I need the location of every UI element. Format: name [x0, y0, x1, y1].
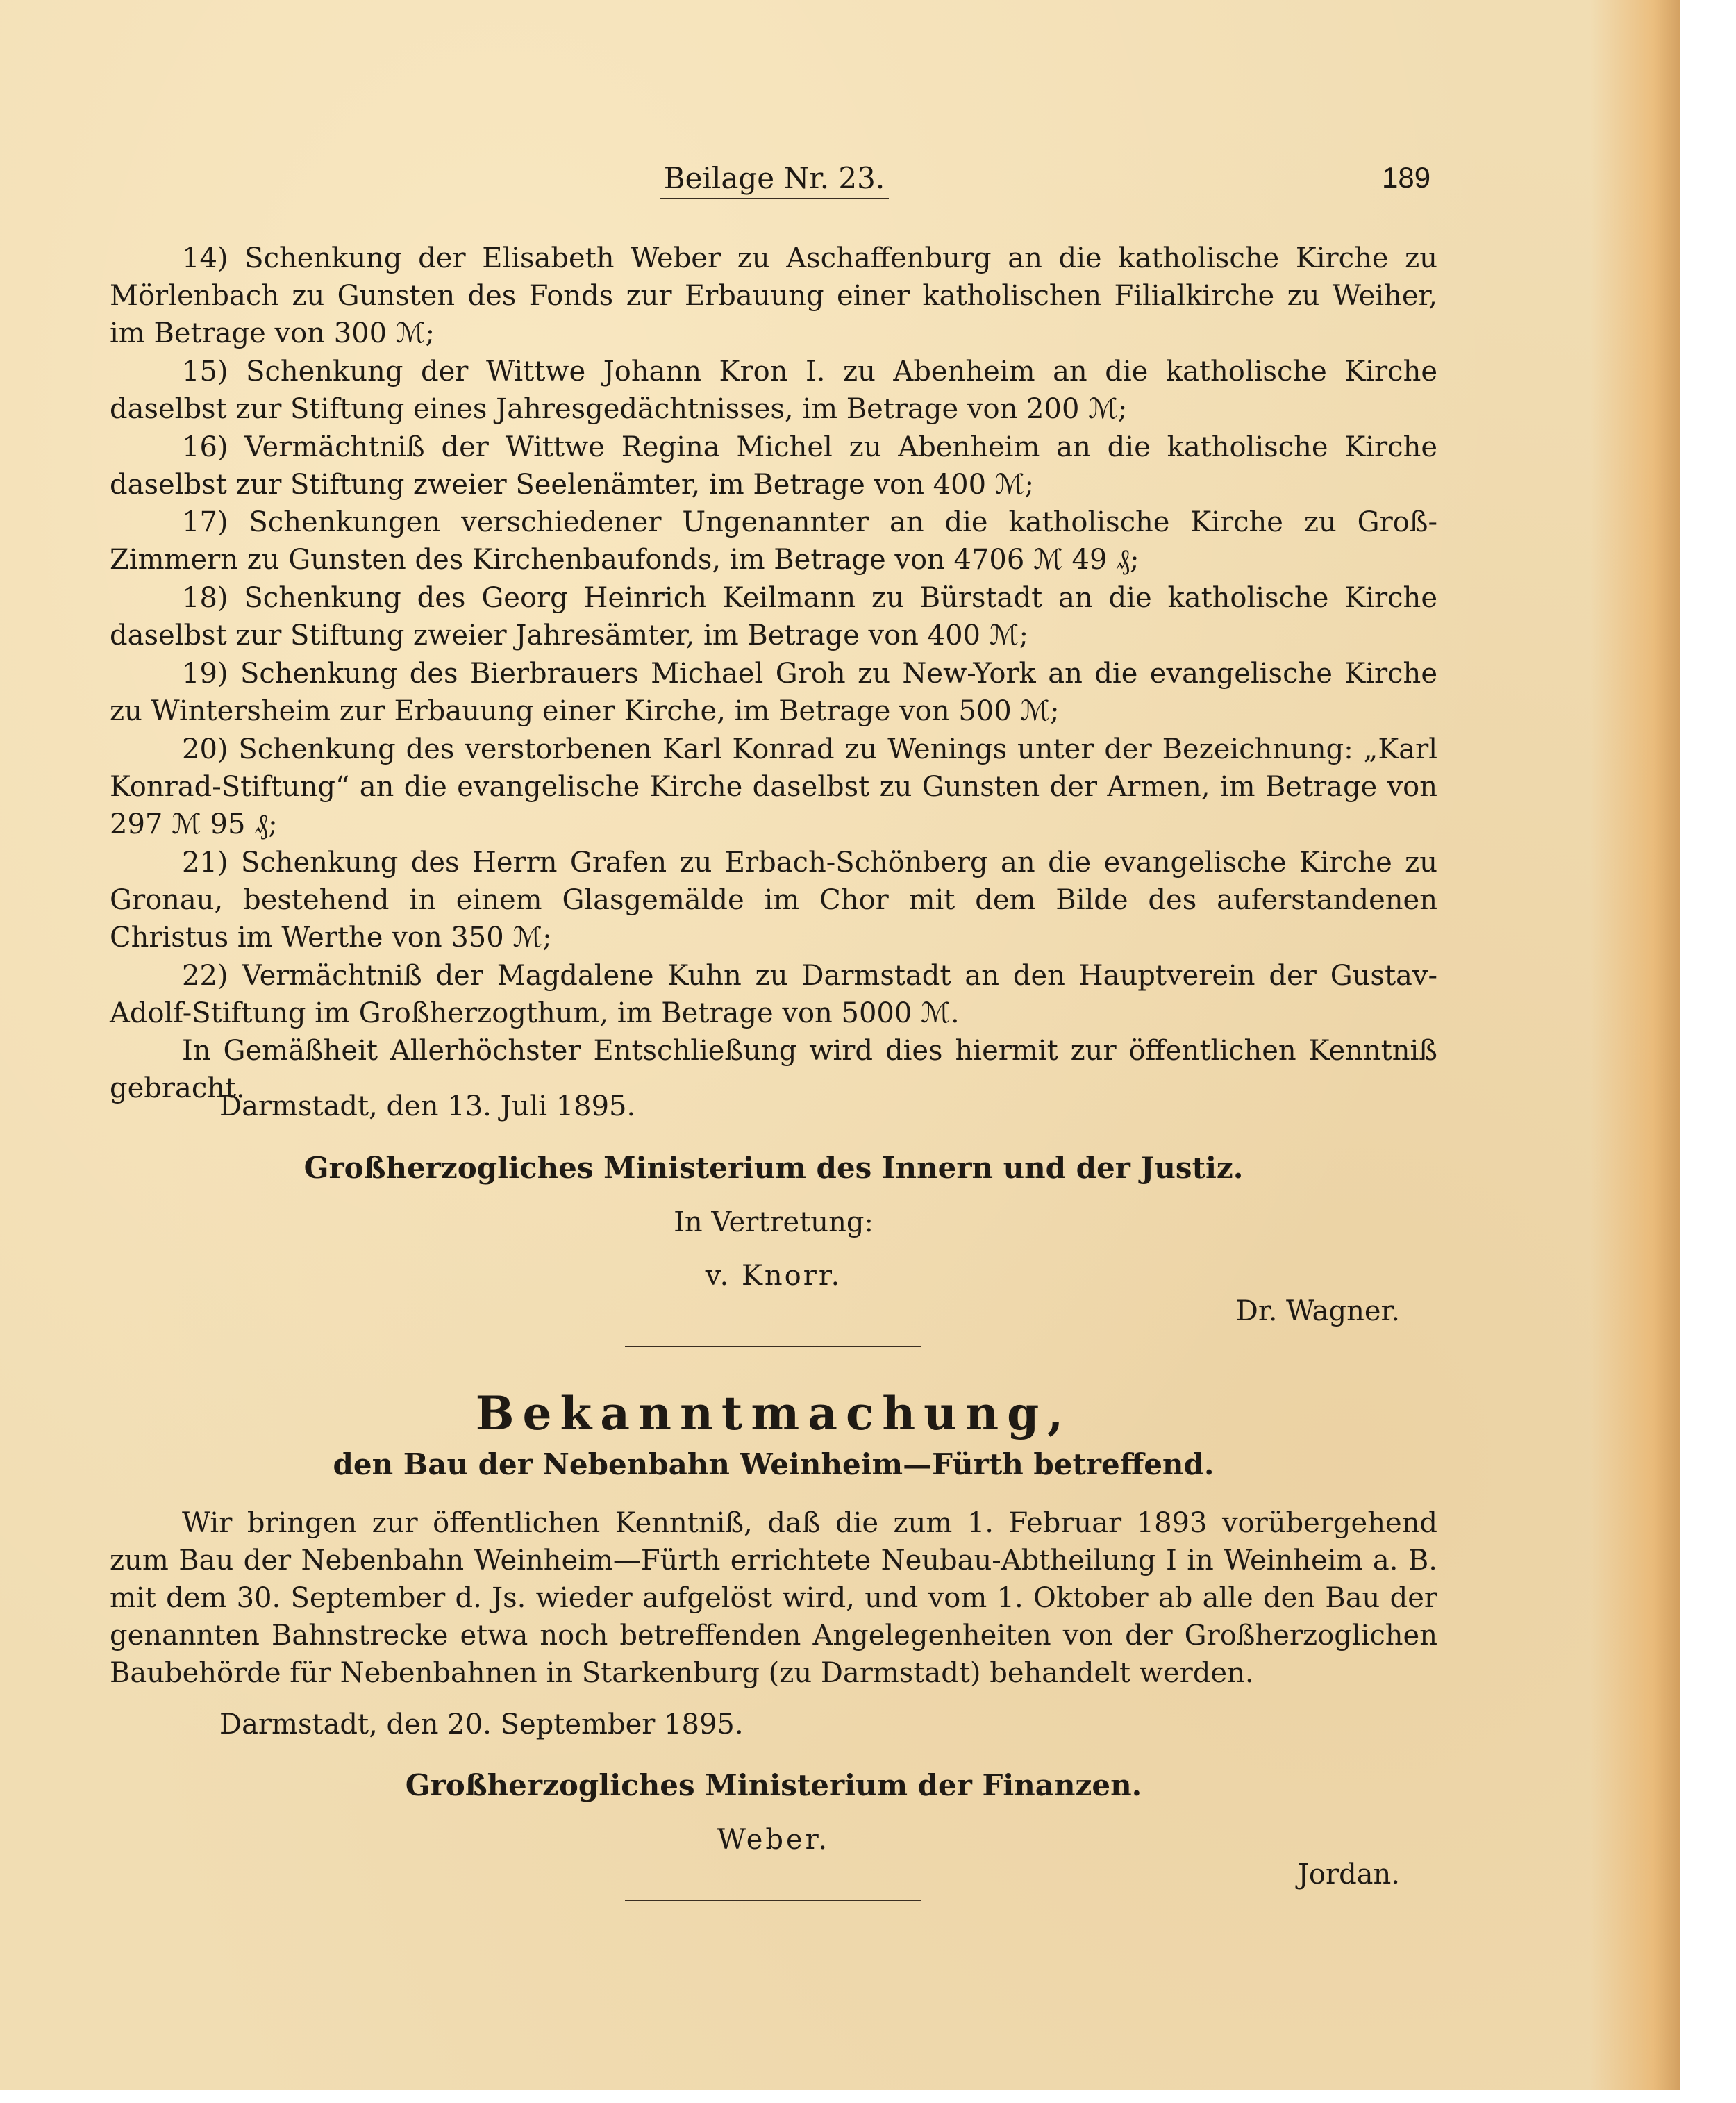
ministry-interior-justice: Großherzogliches Ministerium des Innern und der Justiz. — [303, 1151, 1244, 1185]
page-edge-shading — [1590, 0, 1680, 2090]
signer-wagner: Dr. Wagner. — [1235, 1295, 1400, 1327]
announcement-heading: Bekanntmachung, — [475, 1386, 1072, 1440]
divider-rule-1 — [625, 1346, 921, 1347]
date-line-1: Darmstadt, den 13. Juli 1895. — [219, 1090, 636, 1122]
list-item-18: 18) Schenkung des Georg Heinrich Keilmann zu Bürstadt an die katholische Kirche daselbst zur Stiftung zweier Jahresämter, im Betrage von 400 ℳ; — [110, 582, 1437, 651]
date-line-2: Darmstadt, den 20. September 1895. — [219, 1709, 744, 1740]
list-item-21: 21) Schenkung des Herrn Grafen zu Erbach-Schönberg an die evangelische Kirche zu Gronau, bestehend in einem Glasgemälde im Chor mit dem Bilde des auferstandenen Christus im Werthe von 350 ℳ; — [110, 847, 1437, 954]
signer-knorr: v. Knorr. — [705, 1260, 842, 1292]
list-item-22: 22) Vermächtniß der Magdalene Kuhn zu Darmstadt an den Hauptverein der Gustav-Adolf-Stiftung im Großherzogthum, im Betrage von 5000 ℳ. — [110, 960, 1437, 1029]
signer-jordan: Jordan. — [1297, 1859, 1400, 1890]
deputy-label: In Vertretung: — [674, 1206, 874, 1238]
list-item-14: 14) Schenkung der Elisabeth Weber zu Aschaffenburg an die katholische Kirche zu Mörlenbach zu Gunsten des Fonds zur Erbauung einer katholischen Filialkirche zu Weiher, im Betrage von 300 ℳ; — [110, 242, 1437, 349]
supplement-title: Beilage Nr. 23. — [660, 161, 889, 199]
page-number: 189 — [1382, 161, 1431, 194]
list-item-20: 20) Schenkung des verstorbenen Karl Konrad zu Wenings unter der Bezeichnung: „Karl Konrad-Stiftung“ an die evangelische Kirche daselbst zu Gunsten der Armen, im Betrage von 297 ℳ 95 ₰; — [110, 733, 1437, 840]
ministry-finance: Großherzogliches Ministerium der Finanzen. — [405, 1768, 1142, 1802]
list-item-15: 15) Schenkung der Wittwe Johann Kron I. zu Abenheim an die katholische Kirche daselbst zur Stiftung eines Jahresgedächtnisses, im Betrage von 200 ℳ; — [110, 356, 1437, 425]
closing-statement: In Gemäßheit Allerhöchster Entschließung wird dies hiermit zur öffentlichen Kenntniß gebracht. — [110, 1035, 1437, 1104]
list-item-17: 17) Schenkungen verschiedener Ungenannter an die katholische Kirche zu Groß-Zimmern zu Gunsten des Kirchenbaufonds, im Betrage von 4706 ℳ 49 ₰; — [110, 506, 1437, 576]
list-item-19: 19) Schenkung des Bierbrauers Michael Groh zu New-York an die evangelische Kirche zu Wintersheim zur Erbauung einer Kirche, im Betrage von 500 ℳ; — [110, 658, 1437, 727]
divider-rule-2 — [625, 1900, 921, 1901]
announcement-body: Wir bringen zur öffentlichen Kenntniß, daß die zum 1. Februar 1893 vorübergehend zum Bau der Nebenbahn Weinheim—Fürth errichtete Neubau-Abtheilung I in Weinheim a. B. mit dem 30. September d. Js. wieder aufgelöst wird, und vom 1. Oktober ab alle den Bau der genannten Bahnstrecke etwa noch betreffenden Angelegenheiten von der Großherzoglichen Baubehörde für Nebenbahnen in Starkenburg (zu Darmstadt) behandelt werden. — [110, 1507, 1437, 1689]
list-item-16: 16) Vermächtniß der Wittwe Regina Michel zu Abenheim an die katholische Kirche daselbst zur Stiftung zweier Seelenämter, im Betrage von 400 ℳ; — [110, 431, 1437, 501]
signer-weber: Weber. — [717, 1824, 831, 1856]
announcement-subheading: den Bau der Nebenbahn Weinheim—Fürth betreffend. — [333, 1447, 1215, 1481]
